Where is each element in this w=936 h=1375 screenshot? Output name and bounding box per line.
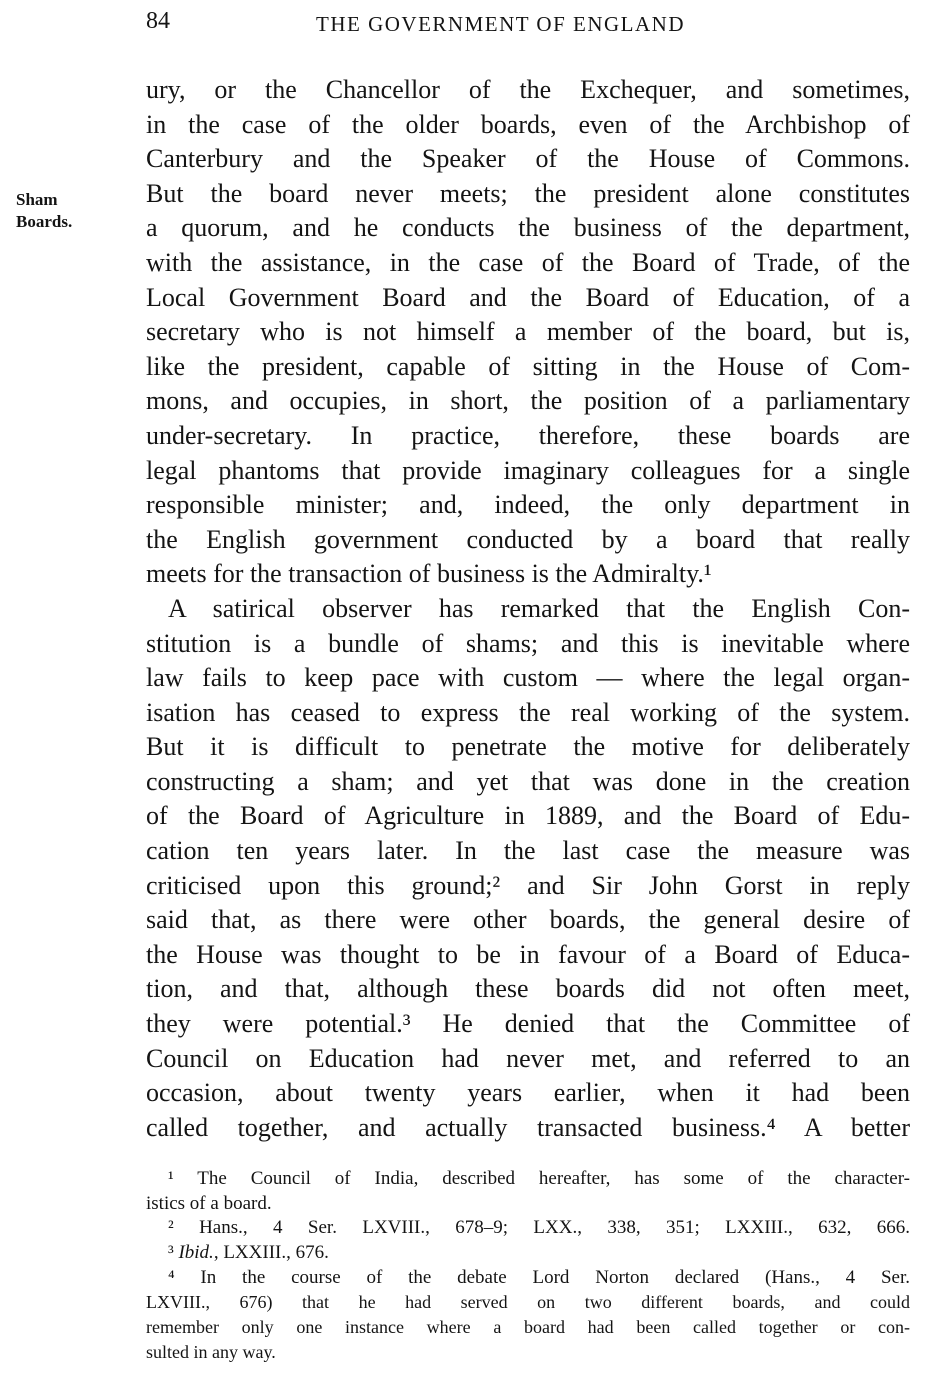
footnote-2: ² Hans., 4 Ser. LXVIII., 678–9; LXX., 338, 351; LXXIII., 632, 666. — [168, 1217, 910, 1239]
text-line: stitution is a bundle of shams; and this is inevitable where — [146, 628, 910, 658]
text-line: they were potential.³ He denied that the Committee of — [146, 1009, 910, 1039]
footnote-1-continued: istics of a board. — [146, 1192, 272, 1214]
footnote-4: ⁴ In the course of the debate Lord Norton declared (Hans., 4 Ser. — [168, 1266, 910, 1288]
text-line: constructing a sham; and yet that was done in the creation — [146, 766, 910, 796]
footnote-4-continued: sulted in any way. — [146, 1341, 276, 1362]
footnote-1: ¹ The Council of India, described hereafter, has some of the character- — [168, 1168, 910, 1189]
body-text — [146, 73, 910, 1145]
footnote-3-marker: ³ — [168, 1242, 179, 1264]
running-head: THE GOVERNMENT OF ENGLAND — [316, 12, 686, 36]
text-line: ury, or the Chancellor of the Exchequer, and sometimes, — [146, 75, 910, 104]
margin-note-line: Boards. — [16, 212, 73, 231]
text-line: cation ten years later. In the last case the measure was — [146, 836, 910, 866]
footnote-3-ibid: Ibid. — [178, 1242, 214, 1264]
text-line: tion, and that, although these boards did not often meet, — [146, 974, 910, 1004]
page-header — [146, 8, 910, 42]
margin-note-line: Sham — [16, 190, 58, 209]
margin-note — [16, 189, 126, 233]
text-line: secretary who is not himself a member of the board, but is, — [146, 317, 910, 347]
page-number: 84 — [146, 8, 170, 34]
text-line: like the president, capable of sitting in the House of Com- — [146, 351, 910, 381]
text-line: A satirical observer has remarked that the English Con- — [168, 593, 910, 623]
text-line: said that, as there were other boards, the general desire of — [146, 905, 910, 935]
footnote-4-continued: LXVIII., 676) that he had served on two different boards, and could — [146, 1292, 910, 1313]
text-line: mons, and occupies, in short, the position of a parliamentary — [146, 386, 910, 416]
text-line: the House was thought to be in favour of a Board of Educa- — [146, 939, 910, 969]
footnote-3-text: , LXXIII., 676. — [213, 1242, 329, 1264]
text-line: occasion, about twenty years earlier, when it had been — [146, 1078, 910, 1108]
footnotes — [146, 1167, 910, 1365]
text-line: legal phantoms that provide imaginary colleagues for a single — [146, 455, 910, 485]
text-line: called together, and actually transacted business.⁴ A better — [146, 1112, 910, 1142]
footnote-4-continued: remember only one instance where a board had been called together or con- — [146, 1317, 910, 1338]
text-line: in the case of the older boards, even of the Archbishop of — [146, 109, 910, 139]
footnote-3 — [146, 1241, 910, 1266]
text-line: Canterbury and the Speaker of the House of Commons. — [146, 144, 910, 174]
text-line: the English government conducted by a board that really — [146, 524, 910, 554]
text-line: But the board never meets; the president alone constitutes — [146, 178, 910, 208]
text-line: isation has ceased to express the real working of the system. — [146, 697, 910, 727]
text-line: with the assistance, in the case of the Board of Trade, of the — [146, 247, 910, 277]
text-line: of the Board of Agriculture in 1889, and the Board of Edu- — [146, 801, 910, 831]
text-line: criticised upon this ground;² and Sir John Gorst in reply — [146, 870, 910, 900]
text-line: But it is difficult to penetrate the motive for deliberately — [146, 732, 910, 762]
text-line: meets for the transaction of business is the Admiralty.¹ — [146, 559, 712, 589]
text-line: under-secretary. In practice, therefore, these boards are — [146, 420, 910, 450]
text-line: Council on Education had never met, and referred to an — [146, 1043, 910, 1073]
text-line: law fails to keep pace with custom — where the legal organ- — [146, 663, 910, 693]
text-line: Local Government Board and the Board of Education, of a — [146, 282, 910, 312]
text-line: responsible minister; and, indeed, the only department in — [146, 490, 910, 520]
text-line: a quorum, and he conducts the business of the department, — [146, 213, 910, 243]
